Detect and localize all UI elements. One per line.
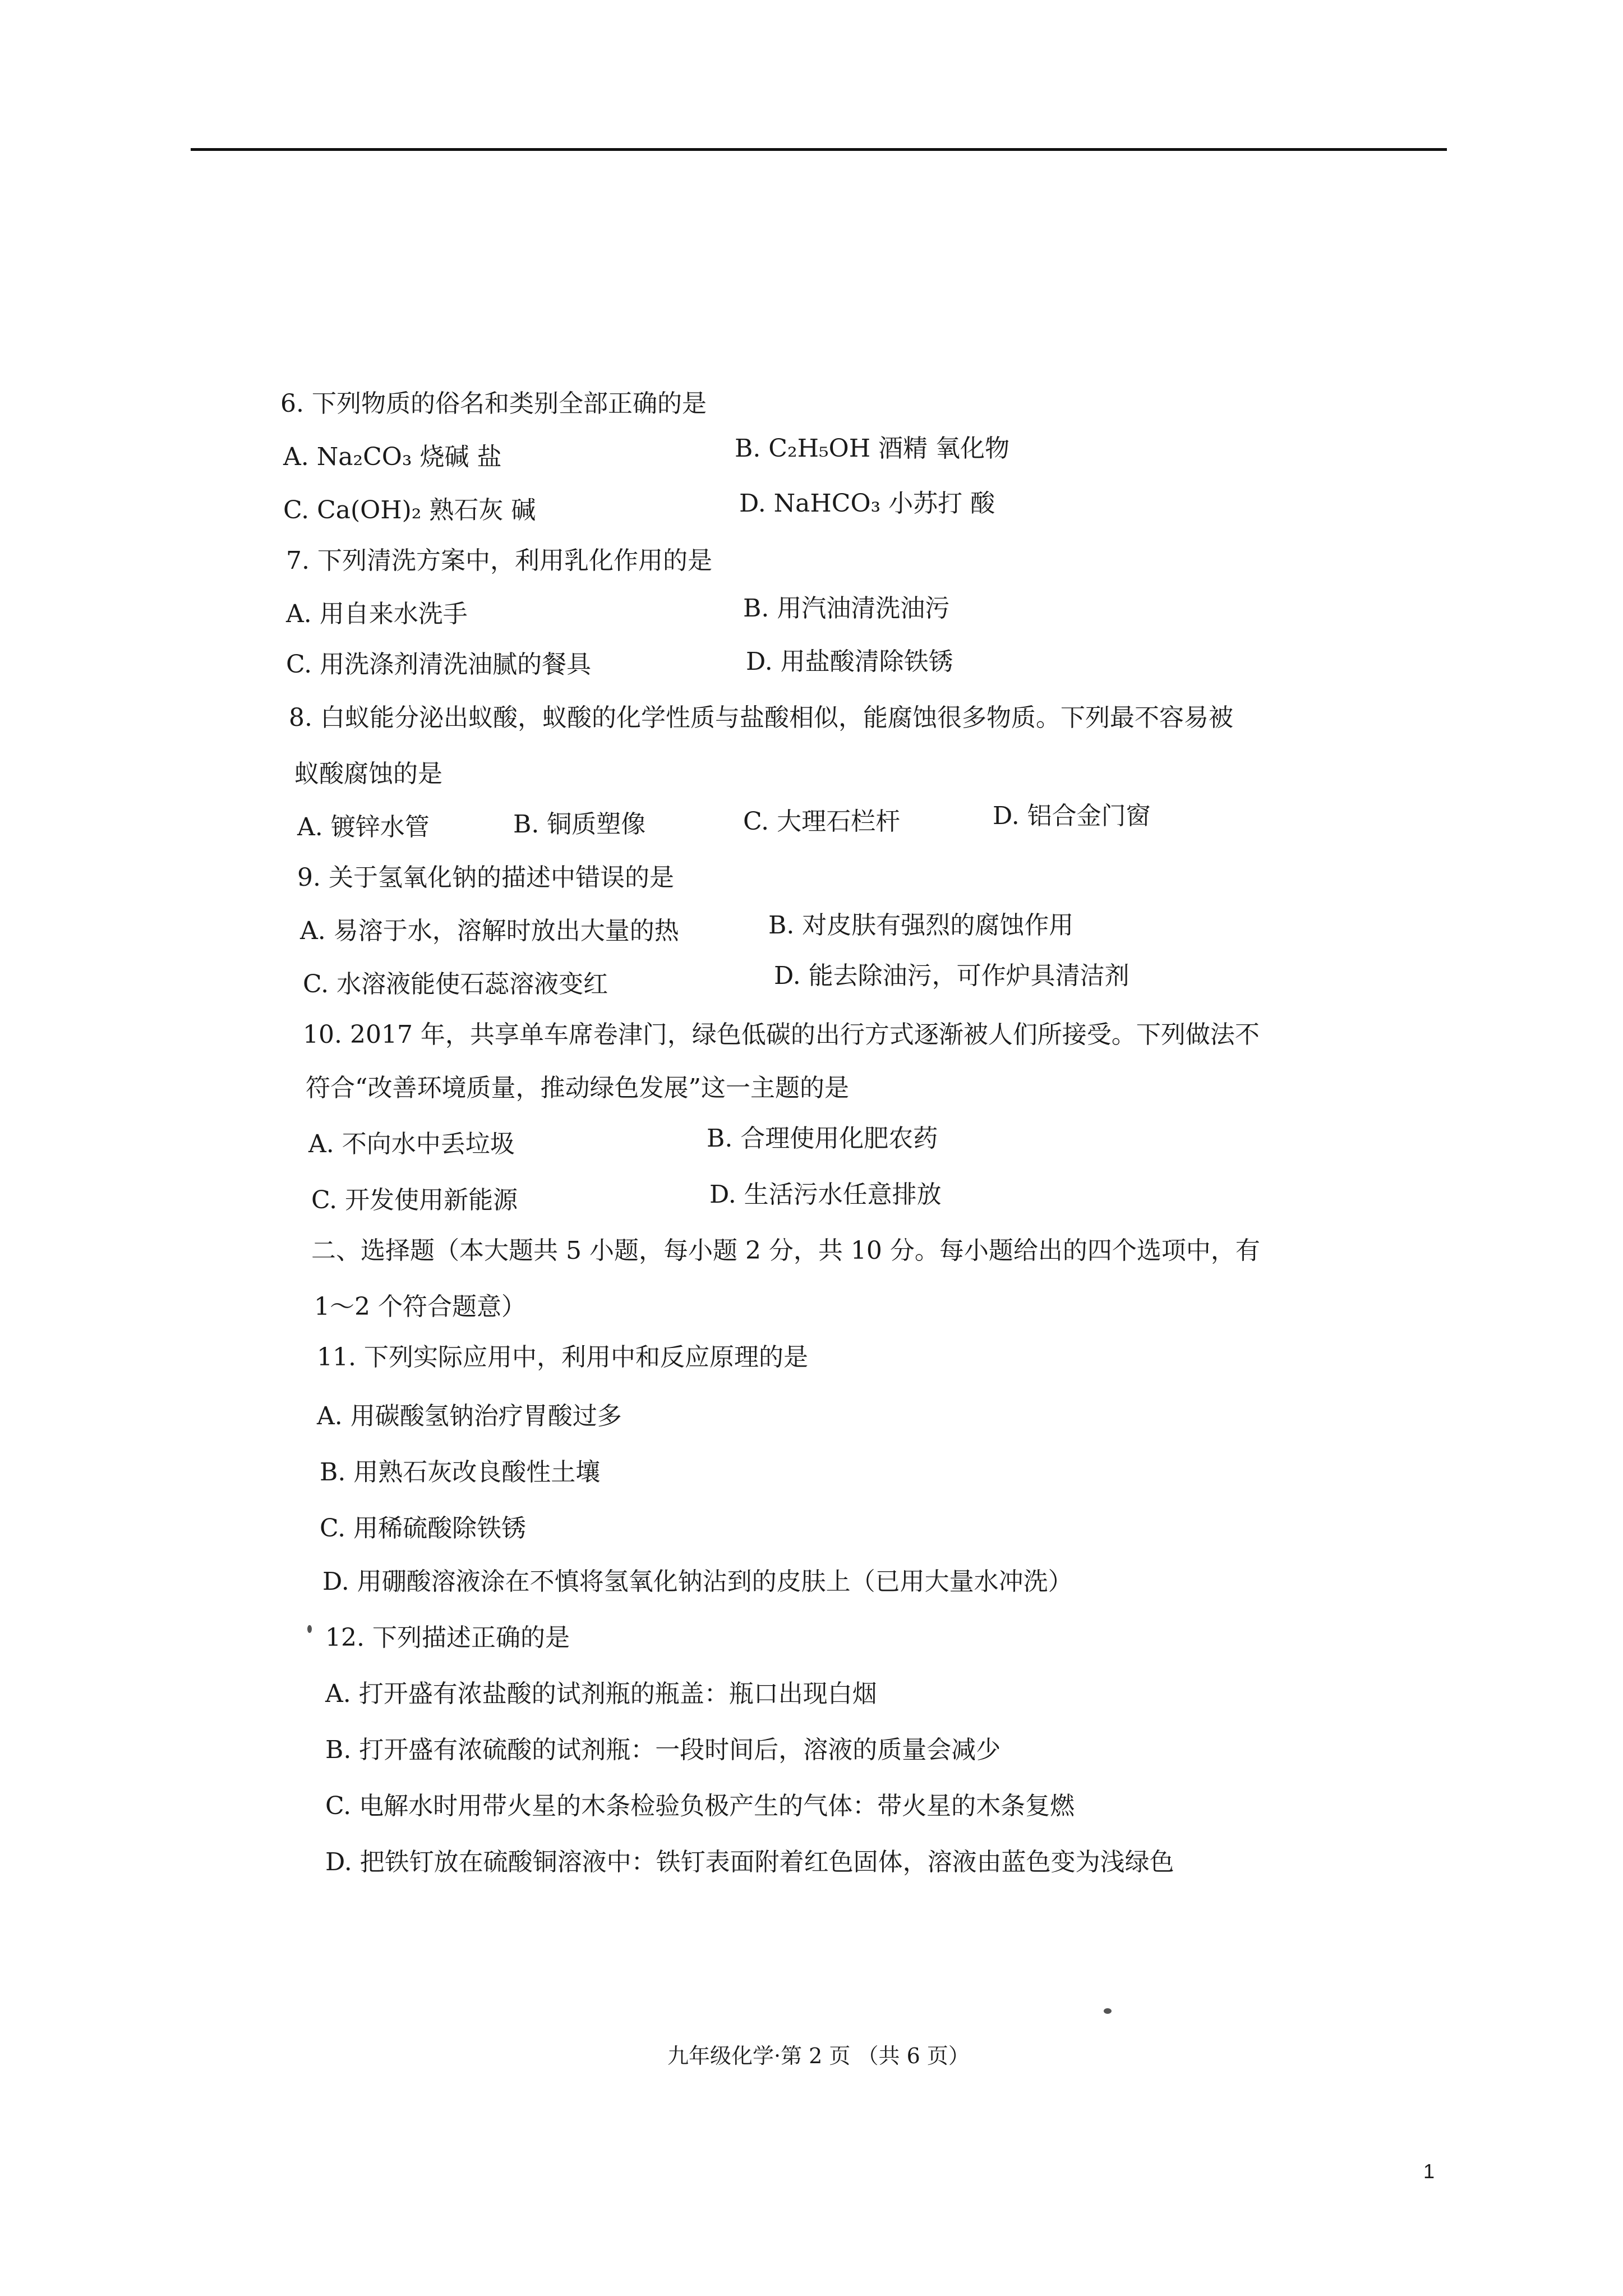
q11-option-b: B. 用熟石灰改良酸性土壤 xyxy=(320,1458,601,1487)
q9-option-d: D. 能去除油污，可作炉具清洁剂 xyxy=(774,961,1129,990)
scan-speck xyxy=(1104,2008,1112,2014)
q9-stem: 9. 关于氢氧化钠的描述中错误的是 xyxy=(297,863,674,892)
q8-option-b: B. 铜质塑像 xyxy=(513,810,646,839)
q11-option-a: A. 用碳酸氢钠治疗胃酸过多 xyxy=(317,1402,622,1430)
q8-stem-line1: 8. 白蚁能分泌出蚁酸，蚁酸的化学性质与盐酸相似，能腐蚀很多物质。下列最不容易被 xyxy=(289,703,1233,732)
q12-option-b: B. 打开盛有浓硫酸的试剂瓶：一段时间后，溶液的质量会减少 xyxy=(325,1736,1001,1764)
q10-option-a: A. 不向水中丢垃圾 xyxy=(308,1130,515,1158)
q7-option-d: D. 用盐酸清除铁锈 xyxy=(746,647,953,676)
q12-stem: 12. 下列描述正确的是 xyxy=(325,1623,570,1652)
page-footer: 九年级化学·第 2 页 （共 6 页） xyxy=(667,2044,970,2068)
q8-stem-line2: 蚁酸腐蚀的是 xyxy=(294,760,442,788)
q6-option-d: D. NaHCO₃ 小苏打 酸 xyxy=(739,489,995,518)
section2-heading-line1: 二、选择题（本大题共 5 小题，每小题 2 分，共 10 分。每小题给出的四个选项中，有 xyxy=(311,1236,1260,1265)
q10-option-c: C. 开发使用新能源 xyxy=(311,1186,518,1214)
q9-option-a: A. 易溶于水，溶解时放出大量的热 xyxy=(300,917,679,945)
q6-stem: 6. 下列物质的俗名和类别全部正确的是 xyxy=(280,389,707,418)
q11-option-d: D. 用硼酸溶液涂在不慎将氢氧化钠沾到的皮肤上（已用大量水冲洗） xyxy=(322,1567,1073,1596)
q10-option-d: D. 生活污水任意排放 xyxy=(709,1180,942,1209)
q12-option-c: C. 电解水时用带火星的木条检验负极产生的气体：带火星的木条复燃 xyxy=(325,1792,1075,1820)
q12-option-d: D. 把铁钉放在硫酸铜溶液中：铁钉表面附着红色固体，溶液由蓝色变为浅绿色 xyxy=(325,1848,1174,1876)
q7-option-c: C. 用洗涤剂清洗油腻的餐具 xyxy=(286,650,592,679)
q8-option-d: D. 铝合金门窗 xyxy=(993,802,1151,830)
q7-stem: 7. 下列清洗方案中，利用乳化作用的是 xyxy=(286,546,712,575)
q6-option-b: B. C₂H₅OH 酒精 氧化物 xyxy=(735,434,1010,463)
q11-option-c: C. 用稀硫酸除铁锈 xyxy=(320,1514,527,1543)
scan-speck xyxy=(307,1625,312,1633)
q6-option-c: C. Ca(OH)₂ 熟石灰 碱 xyxy=(283,496,536,524)
q6-option-a: A. Na₂CO₃ 烧碱 盐 xyxy=(283,443,502,471)
q12-option-a: A. 打开盛有浓盐酸的试剂瓶的瓶盖：瓶口出现白烟 xyxy=(325,1680,877,1708)
q9-option-b: B. 对皮肤有强烈的腐蚀作用 xyxy=(768,911,1074,940)
q8-option-c: C. 大理石栏杆 xyxy=(743,807,901,836)
q10-stem-line1: 10. 2017 年，共享单车席卷津门，绿色低碳的出行方式逐渐被人们所接受。下列做法不 xyxy=(303,1020,1260,1049)
header-rule xyxy=(191,148,1447,151)
q8-option-a: A. 镀锌水管 xyxy=(297,813,430,841)
q10-option-b: B. 合理使用化肥农药 xyxy=(707,1124,938,1153)
q9-option-c: C. 水溶液能使石蕊溶液变红 xyxy=(303,970,608,999)
q7-option-a: A. 用自来水洗手 xyxy=(286,600,468,628)
page-number: 1 xyxy=(1423,2160,1435,2183)
q10-stem-line2: 符合“改善环境质量，推动绿色发展”这一主题的是 xyxy=(306,1074,849,1102)
section2-heading-line2: 1～2 个符合题意） xyxy=(314,1292,526,1321)
q7-option-b: B. 用汽油清洗油污 xyxy=(743,594,950,623)
q11-stem: 11. 下列实际应用中，利用中和反应原理的是 xyxy=(317,1343,808,1372)
